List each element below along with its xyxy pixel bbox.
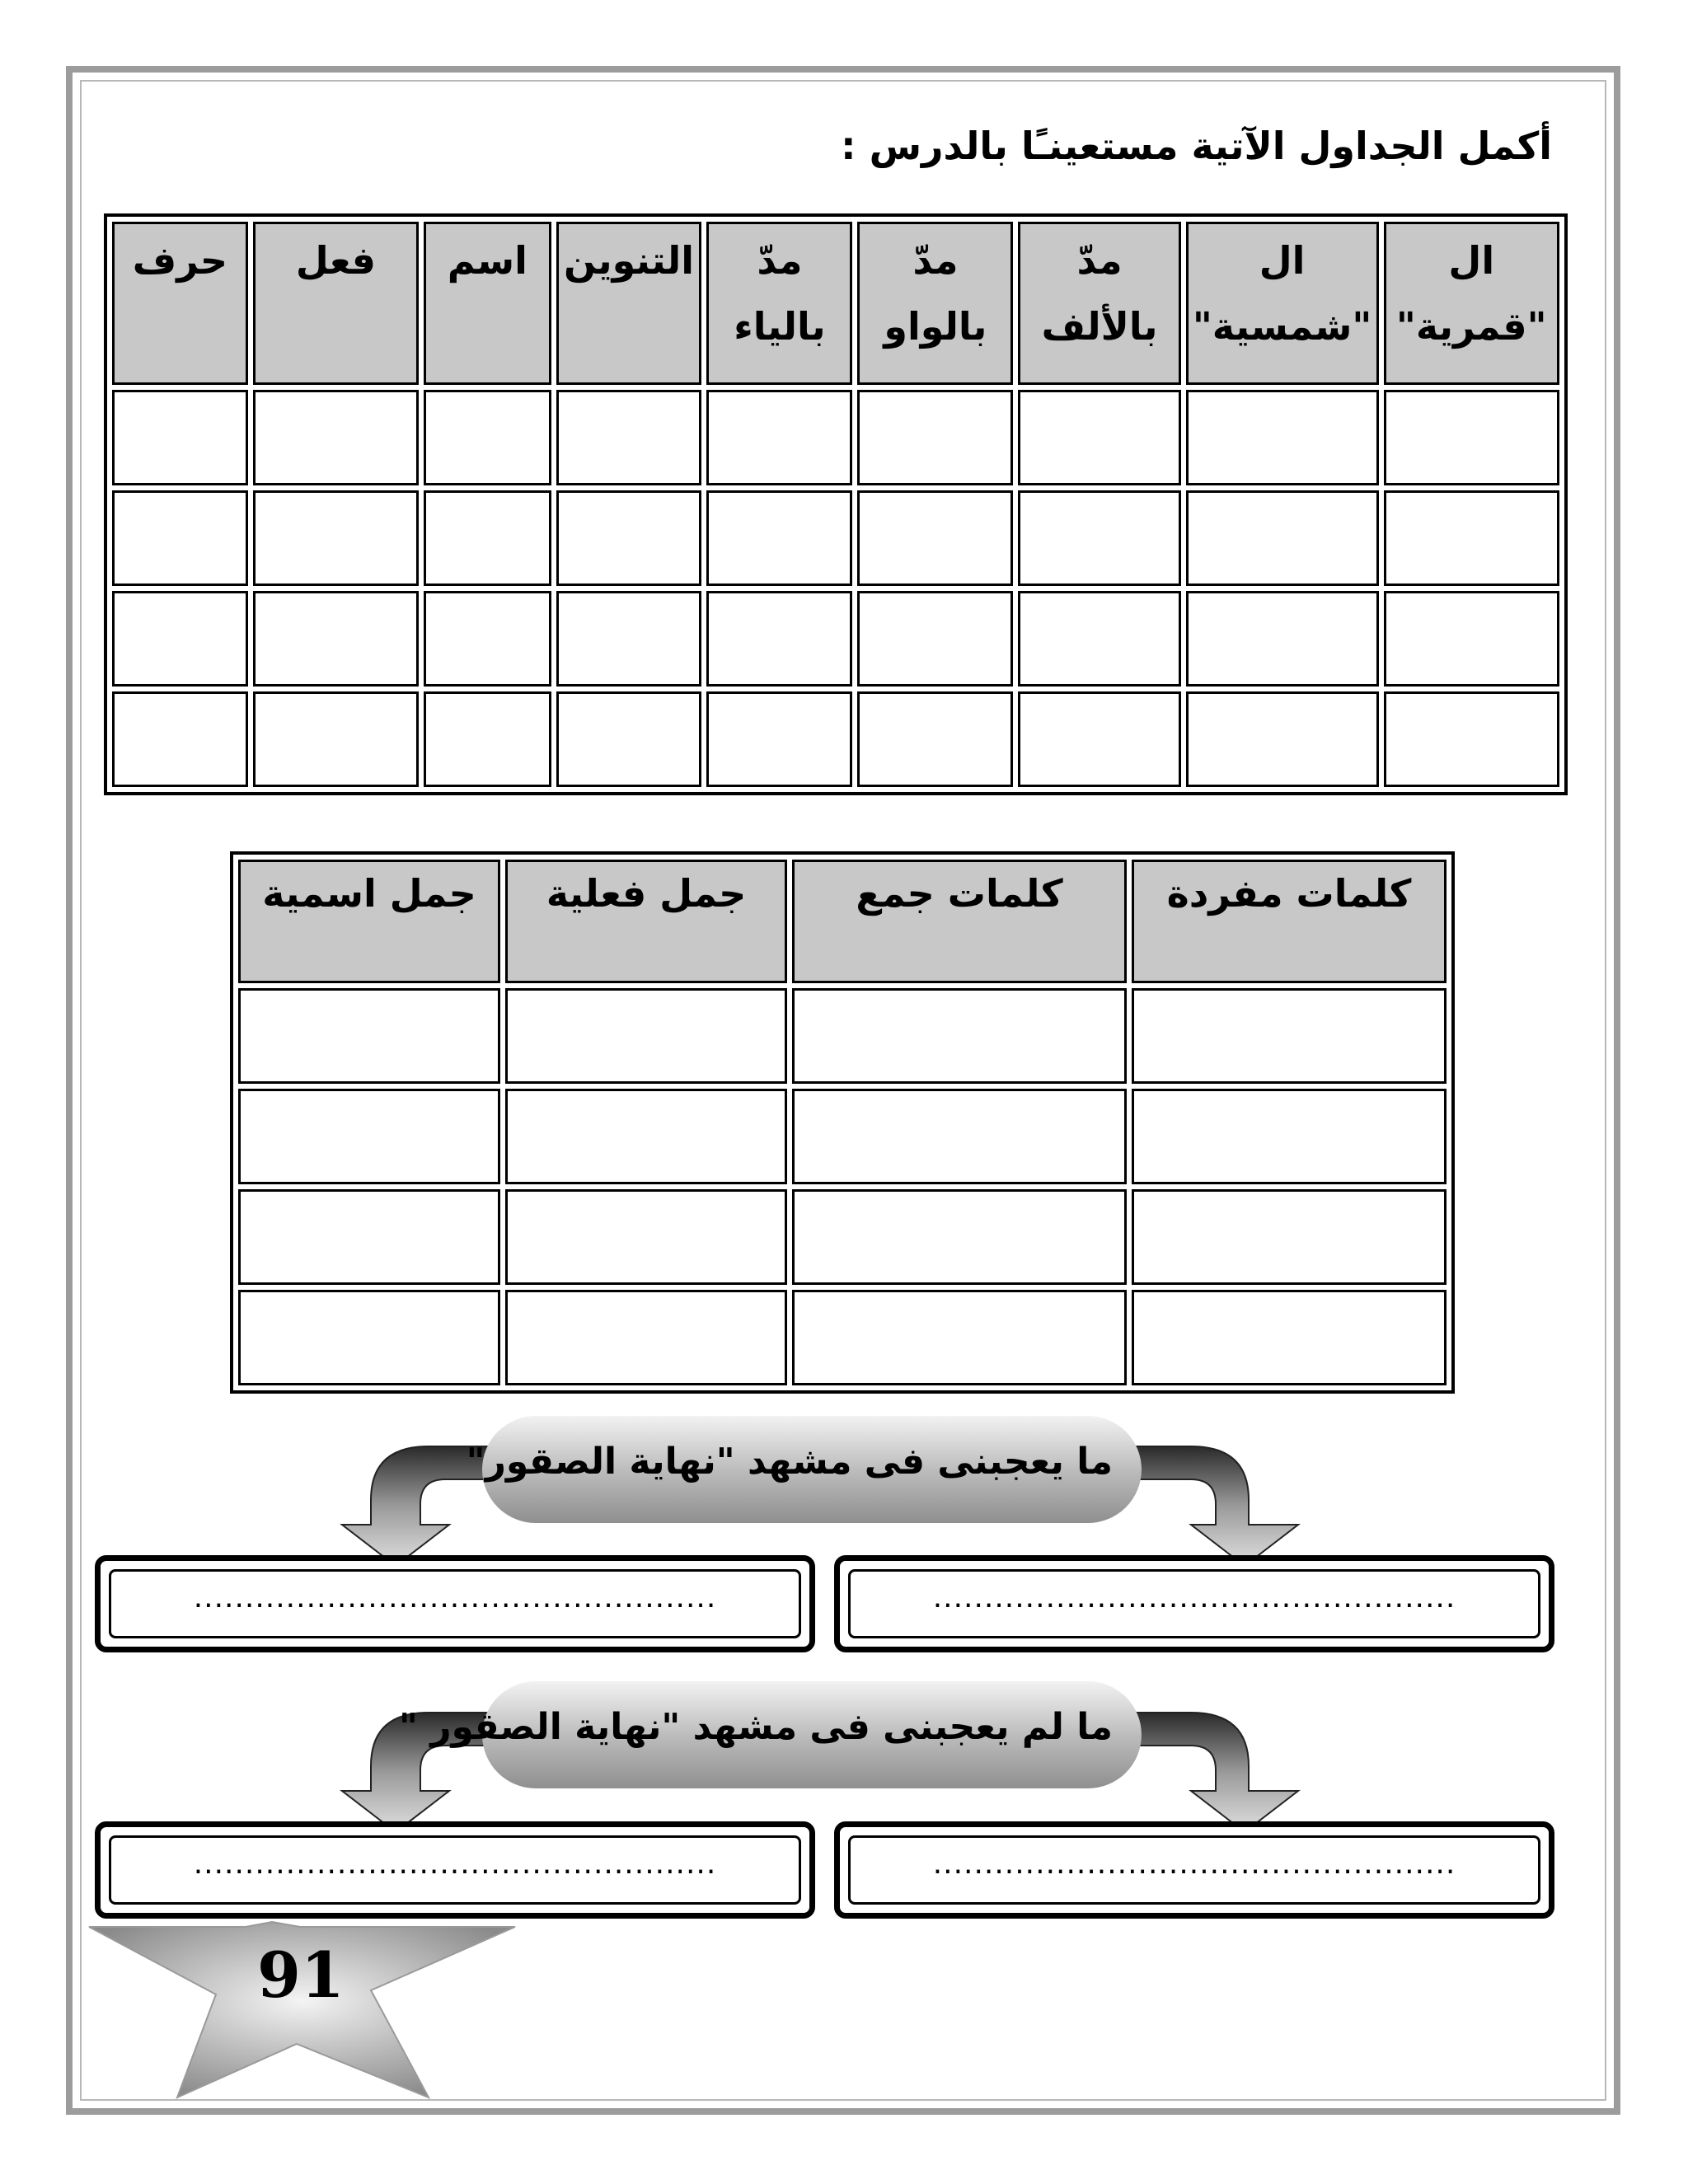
header-madd-ya: مدّ بالياء xyxy=(706,222,852,385)
header-fiel: فعل xyxy=(253,222,419,385)
disliked-answer-box-right[interactable] xyxy=(834,1821,1554,1919)
banner-liked xyxy=(342,1416,1298,1566)
header-qamariya: ال "قمرية" xyxy=(1384,222,1560,385)
right-arrow-icon xyxy=(1117,1713,1298,1832)
liked-answer-box-right[interactable] xyxy=(834,1555,1554,1652)
page-number: 91 xyxy=(257,1938,345,2012)
right-arrow-icon xyxy=(1117,1446,1298,1566)
header-single-words: كلمات مفردة xyxy=(1132,860,1447,983)
header-madd-waw: مدّ بالواو xyxy=(857,222,1013,385)
header-nominal-sentences: جمل اسمية xyxy=(238,860,500,983)
header-shamsiya: ال "شمسية" xyxy=(1186,222,1379,385)
liked-answer-box-left[interactable] xyxy=(95,1555,815,1652)
answer-dotted-line: ................................................... xyxy=(932,1581,1456,1615)
banner-disliked-label: ما لم يعجبنى فى مشهد "نهاية الصقور " xyxy=(398,1706,1113,1748)
header-tanween: التنوين xyxy=(556,222,702,385)
instruction-heading: أكمل الجداول الآتية مستعينـًا بالدرس : xyxy=(841,124,1552,168)
banner-liked-label: ما يعجبنى فى مشهد "نهاية الصقور" xyxy=(466,1441,1113,1483)
header-verbal-sentences: جمل فعلية xyxy=(505,860,787,983)
disliked-answer-box-left[interactable] xyxy=(95,1821,815,1919)
answer-dotted-line: ................................................... xyxy=(193,1581,717,1615)
header-ism: اسم xyxy=(424,222,551,385)
banner-disliked xyxy=(342,1681,1298,1832)
header-plural-words: كلمات جمع xyxy=(792,860,1127,983)
header-harf: حرف xyxy=(112,222,248,385)
header-madd-alif: مدّ بالألف xyxy=(1018,222,1180,385)
answer-dotted-line: ................................................... xyxy=(193,1847,717,1881)
answer-dotted-line: ................................................... xyxy=(932,1847,1456,1881)
